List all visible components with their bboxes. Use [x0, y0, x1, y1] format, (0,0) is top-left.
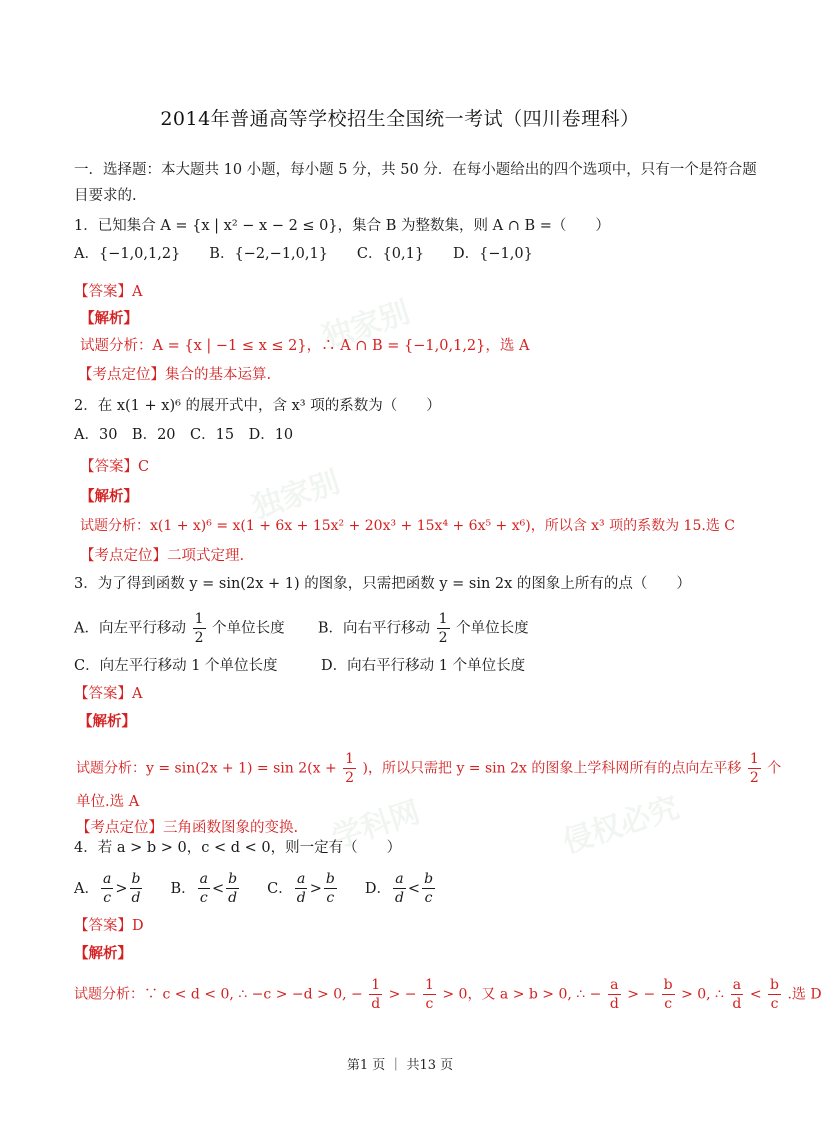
q4-options — [74, 872, 463, 905]
q4-stem: 4．若 a > b > 0，c < d < 0，则一定有（ ） — [74, 840, 402, 856]
q4-option-operator: < — [407, 880, 421, 897]
q4-option-label: A． — [74, 880, 99, 897]
q1-answer: 【答案】A — [74, 284, 143, 300]
q4-analysis: 试题分析：∵ c < d < 0, ∴ −c > −d > 0, − $\frac{1}{d}$ > − $\frac{1}{c}$ > 0，又 a > b > 0, ∴ − $\frac{a}{d}$ > − $\frac{b}{c}$ > 0, ∴ $\frac{a}{d}$ < $\frac{b}{c}$ .选 D — [74, 977, 822, 1012]
q4-option-operator: < — [211, 880, 225, 897]
fraction-b-over-c: $\frac{b}{c}$ — [770, 977, 779, 1012]
fraction-denominator: d — [228, 890, 238, 906]
q4-analysis-label: 【解析】 — [74, 945, 132, 962]
q4-option-fraction — [226, 872, 239, 905]
q4-option — [364, 871, 437, 906]
fraction-a-over-d: $\frac{a}{d}$ — [609, 977, 619, 1012]
q4-option-fraction — [295, 872, 308, 905]
fraction-numerator: a — [297, 871, 306, 887]
q4-option-operator: > — [115, 880, 128, 897]
q1-analysis-label: 【解析】 — [80, 310, 138, 327]
q4-option — [170, 871, 241, 906]
q4-option-label: C． — [267, 880, 293, 897]
fraction-denominator: c — [199, 890, 208, 906]
q1-options: A．{−1,0,1,2} B．{−2,−1,0,1} C．{0,1} D．{−1,0} — [74, 246, 533, 262]
q3-analysis-label: 【解析】 — [78, 713, 136, 730]
fraction-denominator: c — [103, 890, 112, 906]
fraction-numerator: b — [424, 871, 434, 887]
watermark: 独家别 — [317, 294, 415, 356]
q4-option-fraction — [422, 872, 435, 905]
q2-stem: 2．在 x(1 + x)⁶ 的展开式中，含 x³ 项的系数为（ ） — [74, 398, 441, 414]
q4-option — [74, 871, 144, 906]
q3-option-a-post: 个单位长度 — [212, 620, 285, 637]
q4-option-fraction — [101, 872, 113, 905]
fraction-denominator: c — [326, 890, 335, 906]
fraction-1-over-c: $\frac{1}{c}$ — [425, 977, 434, 1012]
q4-option-label: D． — [364, 880, 391, 897]
q3-option-b-pre: B．向右平行移动 — [317, 620, 430, 637]
fraction-a-over-d: $\frac{a}{d}$ — [732, 977, 742, 1012]
watermark: 独家别 — [247, 464, 345, 526]
fraction-numerator: b — [228, 871, 238, 887]
q2-point: 【考点定位】二项式定理. — [80, 548, 245, 564]
q3-option-cd: C．向左平行移动 1 个单位长度 D．向右平行移动 1 个单位长度 — [74, 658, 526, 674]
page-title: 2014年普通高等学校招生全国统一考试（四川卷理科） — [160, 108, 640, 130]
fraction-numerator: a — [395, 871, 404, 887]
q4-answer: 【答案】D — [74, 918, 144, 934]
q3-point: 【考点定位】三角函数图象的变换. — [76, 820, 299, 836]
fraction-denominator: c — [424, 890, 433, 906]
section-intro-line2: 目要求的. — [74, 188, 137, 204]
q3-option-b-post: 个单位长度 — [456, 620, 529, 637]
q2-analysis-label: 【解析】 — [80, 488, 138, 505]
q3-answer: 【答案】A — [74, 686, 143, 702]
fraction-one-half: $\frac{1}{2}$ — [345, 751, 355, 786]
q4-option-fraction — [324, 872, 337, 905]
page-footer: 第1 页 ｜ 共13 页 — [346, 1058, 454, 1073]
q1-point: 【考点定位】集合的基本运算. — [78, 367, 272, 383]
q2-options: A．30 B．20 C．15 D．10 — [74, 427, 294, 443]
fraction-numerator: a — [102, 871, 112, 887]
q2-analysis: 试题分析：x(1 + x)⁶ = x(1 + 6x + 15x² + 20x³ + 15x⁴ + 6x⁵ + x⁶)，所以含 x³ 项的系数为 15.选 C — [80, 518, 735, 534]
q3-option-ab — [74, 612, 529, 645]
fraction-numerator: b — [325, 871, 335, 887]
fraction-denominator: d — [296, 890, 306, 906]
q3-option-a-pre: A．向左平行移动 — [74, 620, 186, 637]
q3-analysis-line2: 单位.选 A — [76, 794, 140, 810]
watermark: 侵权必究 — [558, 790, 684, 861]
fraction-denominator: d — [394, 890, 404, 906]
q1-analysis: 试题分析：A = {x | −1 ≤ x ≤ 2}，∴ A ∩ B = {−1,0,1,2}，选 A — [80, 338, 530, 354]
q3-analysis: 试题分析：y = sin(2x + 1) = sin 2(x + $\frac{1}{2}$ )，所以只需把 y = sin 2x 的图象上学科网所有的点向左平移 $\frac{1}{2}$ 个 — [76, 751, 782, 786]
q4-option-label: B． — [170, 880, 196, 897]
watermark: 学科网 — [327, 794, 425, 856]
section-intro-line1: 一．选择题：本大题共 10 小题，每小题 5 分，共 50 分．在每小题给出的四个选项中，只有一个是符合题 — [74, 162, 757, 178]
q1-stem: 1．已知集合 A = {x | x² − x − 2 ≤ 0}，集合 B 为整数集，则 A ∩ B =（ ） — [74, 218, 610, 234]
fraction-1-over-d: $\frac{1}{d}$ — [371, 977, 381, 1012]
q3-stem: 3．为了得到函数 y = sin(2x + 1) 的图象，只需把函数 y = sin 2x 的图象上所有的点（ ） — [74, 576, 691, 592]
q4-option-fraction — [198, 872, 210, 905]
fraction-one-half: $\frac{1}{2}$ — [749, 751, 759, 786]
fraction-denominator: d — [131, 890, 141, 906]
q2-answer: 【答案】C — [80, 459, 150, 475]
q4-option-operator: > — [309, 880, 322, 897]
q4-option-fraction — [130, 872, 143, 905]
fraction-b-over-c: $\frac{b}{c}$ — [663, 977, 673, 1012]
fraction-one-half: $\frac{1}{2}$ — [194, 611, 204, 646]
fraction-numerator: b — [131, 871, 141, 887]
q4-option — [267, 871, 339, 906]
q4-option-fraction — [393, 872, 406, 905]
fraction-one-half: $\frac{1}{2}$ — [438, 611, 448, 646]
fraction-numerator: a — [199, 871, 208, 887]
